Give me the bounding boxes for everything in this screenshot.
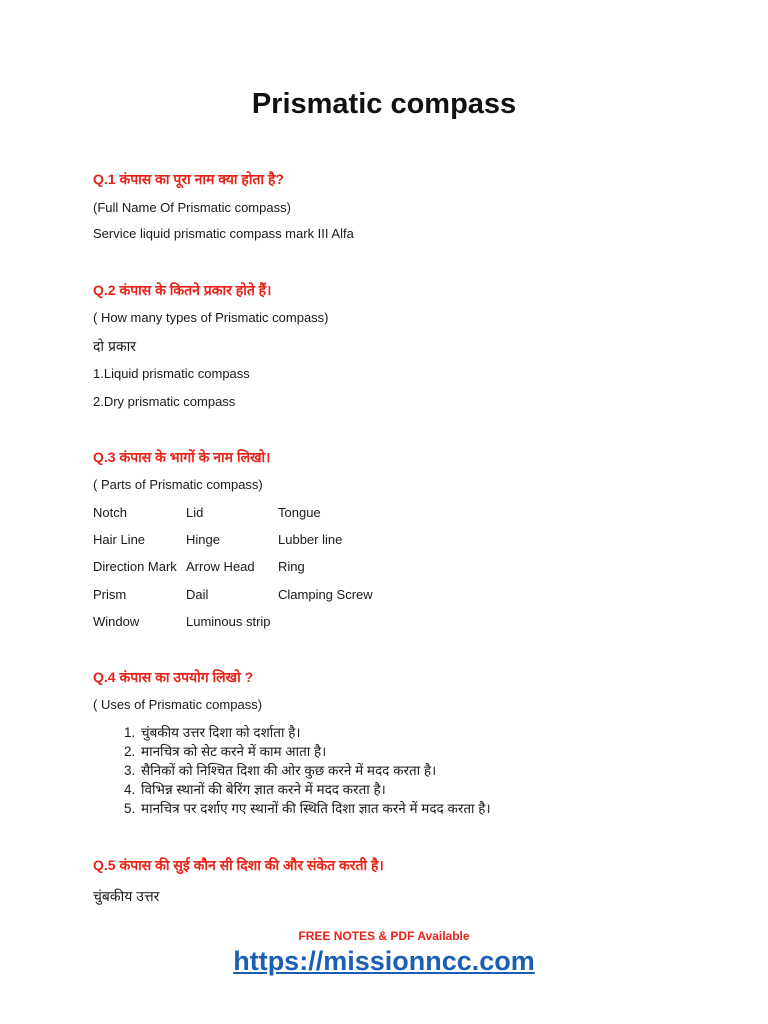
question-5: Q.5 कंपास की सुई कौन सी दिशा की और संकेत करती है।: [93, 857, 384, 873]
parts-cell: Lubber line: [278, 532, 343, 547]
parts-cell: Ring: [278, 559, 305, 574]
question-1-answer: Service liquid prismatic compass mark III Alfa: [93, 226, 354, 241]
question-2-type-1: 1.Liquid prismatic compass: [93, 366, 250, 381]
parts-cell: Clamping Screw: [278, 587, 373, 602]
page-title: Prismatic compass: [251, 88, 517, 120]
parts-cell: Tongue: [278, 505, 321, 520]
list-item: 3. सैनिकों को निश्चित दिशा की ओर कुछ करने में मदद करता है।: [139, 761, 739, 780]
parts-cell: Hair Line: [93, 532, 146, 547]
website-link[interactable]: https://missionncc.com: [233, 946, 535, 976]
parts-cell: Arrow Head: [186, 559, 255, 574]
uses-list: [93, 723, 739, 818]
parts-cell: Hinge: [186, 532, 220, 547]
parts-cell: Window: [93, 614, 140, 629]
question-2-type-2: 2.Dry prismatic compass: [93, 394, 236, 409]
parts-cell: Notch: [93, 505, 127, 520]
parts-cell: Direction Mark: [93, 559, 177, 574]
parts-cell: Luminous strip: [186, 614, 271, 629]
question-2-subtitle: ( How many types of Prismatic compass): [93, 310, 329, 325]
question-2: Q.2 कंपास के कितने प्रकार होते हैं।: [93, 282, 272, 298]
question-4: Q.4 कंपास का उपयोग लिखो ?: [93, 669, 254, 685]
question-2-answer: दो प्रकार: [93, 338, 137, 354]
question-4-subtitle: ( Uses of Prismatic compass): [93, 697, 263, 712]
parts-cell: Prism: [93, 587, 127, 602]
footer-note: FREE NOTES & PDF Available: [298, 929, 470, 943]
question-5-answer: चुंबकीय उत्तर: [93, 888, 160, 904]
parts-cell: Dail: [186, 587, 209, 602]
list-item: 5. मानचित्र पर दर्शाए गए स्थानों की स्थिति दिशा ज्ञात करने में मदद करता है।: [139, 799, 739, 818]
parts-cell: Lid: [186, 505, 204, 520]
question-3: Q.3 कंपास के भागों के नाम लिखो।: [93, 449, 271, 465]
list-item: 2. मानचित्र को सेट करने में काम आता है।: [139, 742, 739, 761]
list-item: 4. विभिन्न स्थानों की बेरिंग ज्ञात करने में मदद करता है।: [139, 780, 739, 799]
question-1-subtitle: (Full Name Of Prismatic compass): [93, 200, 291, 215]
list-item: 1. चुंबकीय उत्तर दिशा को दर्शाता है।: [139, 723, 739, 742]
question-1: Q.1 कंपास का पूरा नाम क्या होता है?: [93, 171, 284, 187]
question-3-subtitle: ( Parts of Prismatic compass): [93, 477, 263, 492]
